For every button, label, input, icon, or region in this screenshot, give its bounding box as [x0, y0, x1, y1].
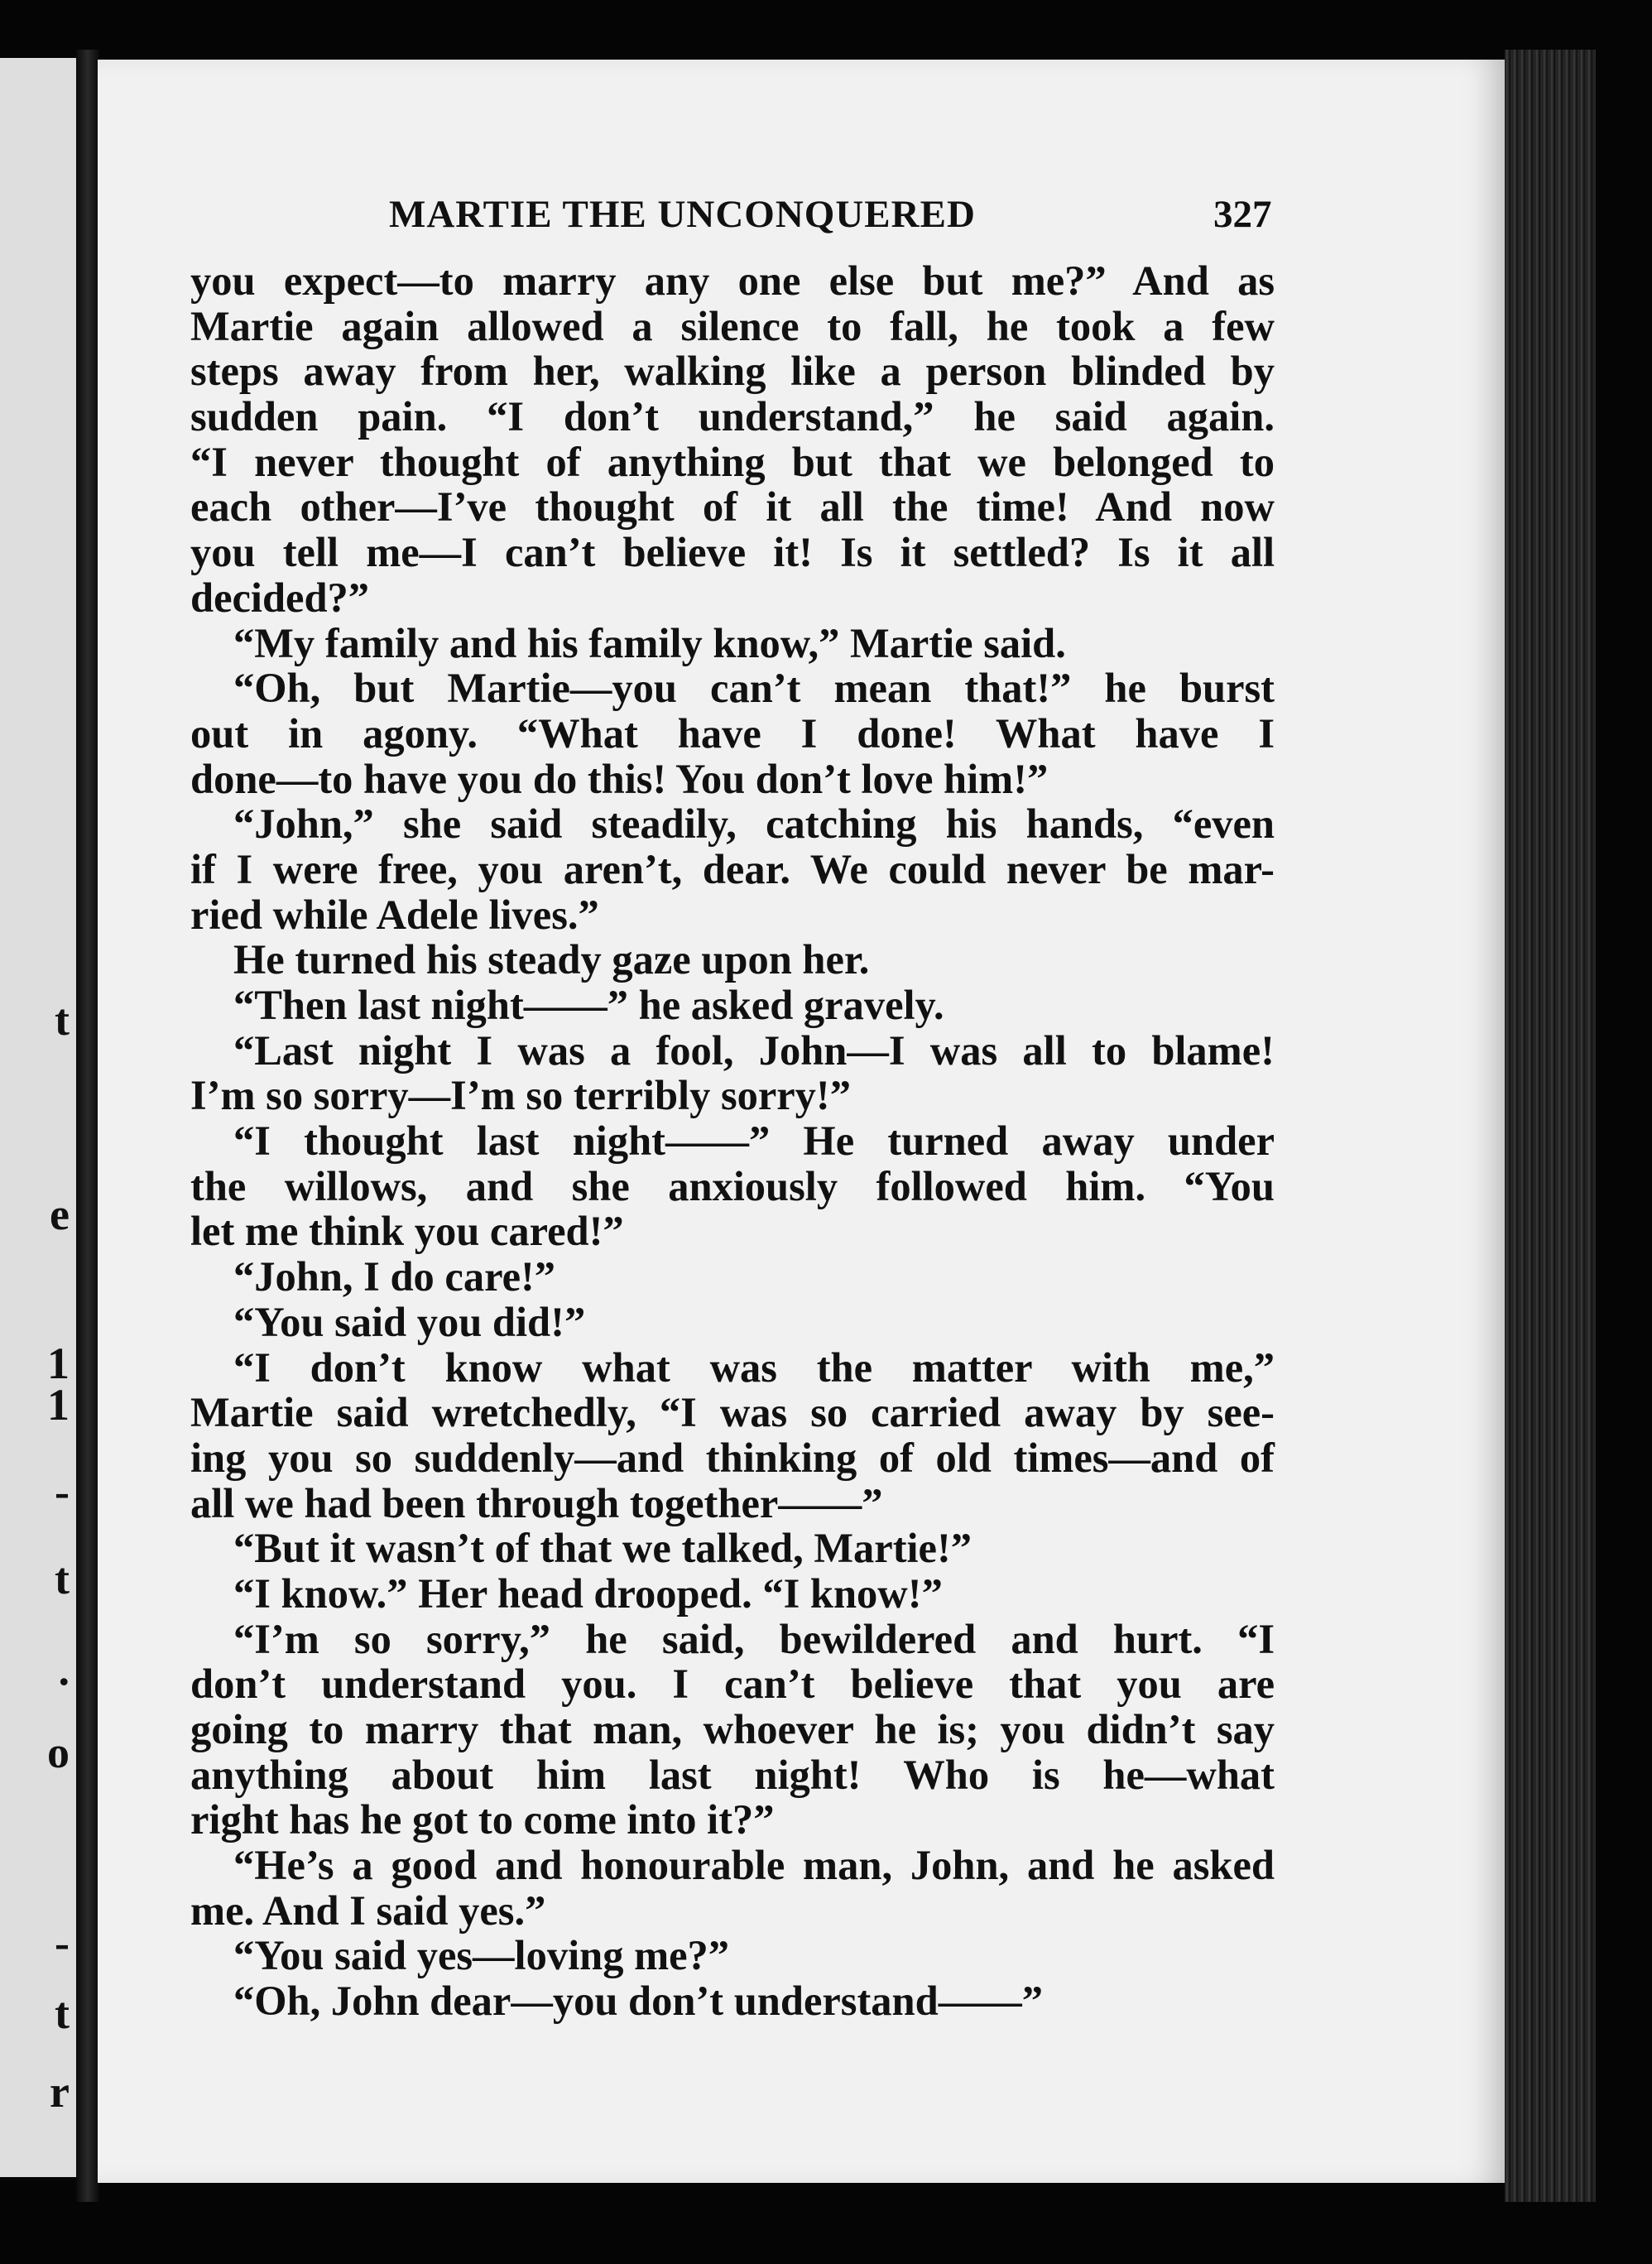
- text-line: “You said you did!”: [233, 1298, 586, 1345]
- facing-page-fragment: -: [55, 1467, 70, 1517]
- book-gutter: [76, 50, 99, 2202]
- page-edges: [1505, 50, 1596, 2202]
- text-line: “Last night I was a fool, John—I was all to blame!: [233, 1026, 1275, 1074]
- text-line: me. And I said yes.”: [190, 1887, 546, 1934]
- text-line: anything about him last night! Who is he—what: [190, 1751, 1275, 1798]
- text-line: decided?”: [190, 574, 370, 621]
- text-line: done—to have you do this! You don’t love him!”: [190, 755, 1049, 802]
- text-line: let me think you cared!”: [190, 1208, 624, 1255]
- text-line: ing you so suddenly—and thinking of old times—and of: [190, 1434, 1275, 1481]
- page-number: 327: [1213, 193, 1272, 236]
- text-line: “I know.” Her head drooped. “I know!”: [233, 1569, 943, 1617]
- text-line: you tell me—I can’t believe it! Is it settled? Is it all: [190, 529, 1275, 576]
- text-line: you expect—to marry any one else but me?” And as: [190, 257, 1275, 304]
- text-line: if I were free, you aren’t, dear. We could never be mar-: [190, 845, 1275, 892]
- text-line: “Then last night——” he asked gravely.: [233, 982, 944, 1028]
- text-line: steps away from her, walking like a person blinded by: [190, 348, 1275, 395]
- text-line: I’m so sorry—I’m so terribly sorry!”: [190, 1072, 851, 1119]
- text-line: Martie again allowed a silence to fall, he took a few: [190, 302, 1275, 349]
- text-line: “Oh, but Martie—you can’t mean that!” he burst: [233, 665, 1275, 712]
- text-line: “I don’t know what was the matter with me,”: [233, 1343, 1275, 1391]
- text-line: the willows, and she anxiously followed him. “You: [190, 1162, 1275, 1209]
- text-line: “But it wasn’t of that we talked, Martie!”: [233, 1525, 972, 1572]
- text-line: “John,” she said steadily, catching his hands, “even: [233, 800, 1275, 848]
- facing-page-fragment: e: [50, 1190, 70, 1239]
- left-page-edge: [0, 58, 76, 2177]
- text-line: all we had been through together——”: [190, 1479, 883, 1526]
- text-line: right has he got to come into it?”: [190, 1796, 775, 1843]
- facing-page-fragment: t: [55, 1554, 70, 1603]
- text-line: “I thought last night——” He turned away under: [233, 1118, 1275, 1165]
- text-line: Martie said wretchedly, “I was so carried away by see-: [190, 1389, 1275, 1436]
- text-line: out in agony. “What have I done! What have I: [190, 709, 1275, 757]
- text-line: “John, I do care!”: [233, 1253, 556, 1300]
- running-head: MARTIE THE UNCONQUERED: [389, 193, 976, 236]
- text-line: don’t understand you. I can’t believe that you are: [190, 1661, 1275, 1708]
- book-page: [98, 60, 1505, 2183]
- text-line: “You said yes—loving me?”: [233, 1932, 730, 1979]
- text-line: each other—I’ve thought of it all the time! And now: [190, 483, 1275, 531]
- facing-page-fragment: o: [47, 1728, 70, 1777]
- facing-page-fragment: t: [55, 1988, 70, 2038]
- facing-page-fragment: -: [55, 1918, 70, 1968]
- text-line: “He’s a good and honourable man, John, and he asked: [233, 1842, 1275, 1889]
- text-line: ried while Adele lives.”: [190, 891, 599, 938]
- text-line: going to marry that man, whoever he is; you didn’t say: [190, 1706, 1275, 1752]
- text-line: “I’m so sorry,” he said, bewildered and hurt. “I: [233, 1615, 1275, 1662]
- facing-page-fragment: 1: [47, 1380, 70, 1430]
- text-line: He turned his steady gaze upon her.: [233, 936, 870, 983]
- text-line: “Oh, John dear—you don’t understand——”: [233, 1978, 1043, 2025]
- facing-page-fragment: 1: [47, 1339, 70, 1388]
- facing-page-fragment: .: [58, 1645, 70, 1694]
- text-line: “My family and his family know,” Martie said.: [233, 619, 1066, 666]
- page-body-text: [190, 258, 1275, 2024]
- text-line: sudden pain. “I don’t understand,” he said again.: [190, 393, 1275, 440]
- text-line: “I never thought of anything but that we belonged to: [190, 438, 1275, 485]
- facing-page-fragment: t: [55, 995, 70, 1045]
- facing-page-fragment: r: [50, 2067, 70, 2117]
